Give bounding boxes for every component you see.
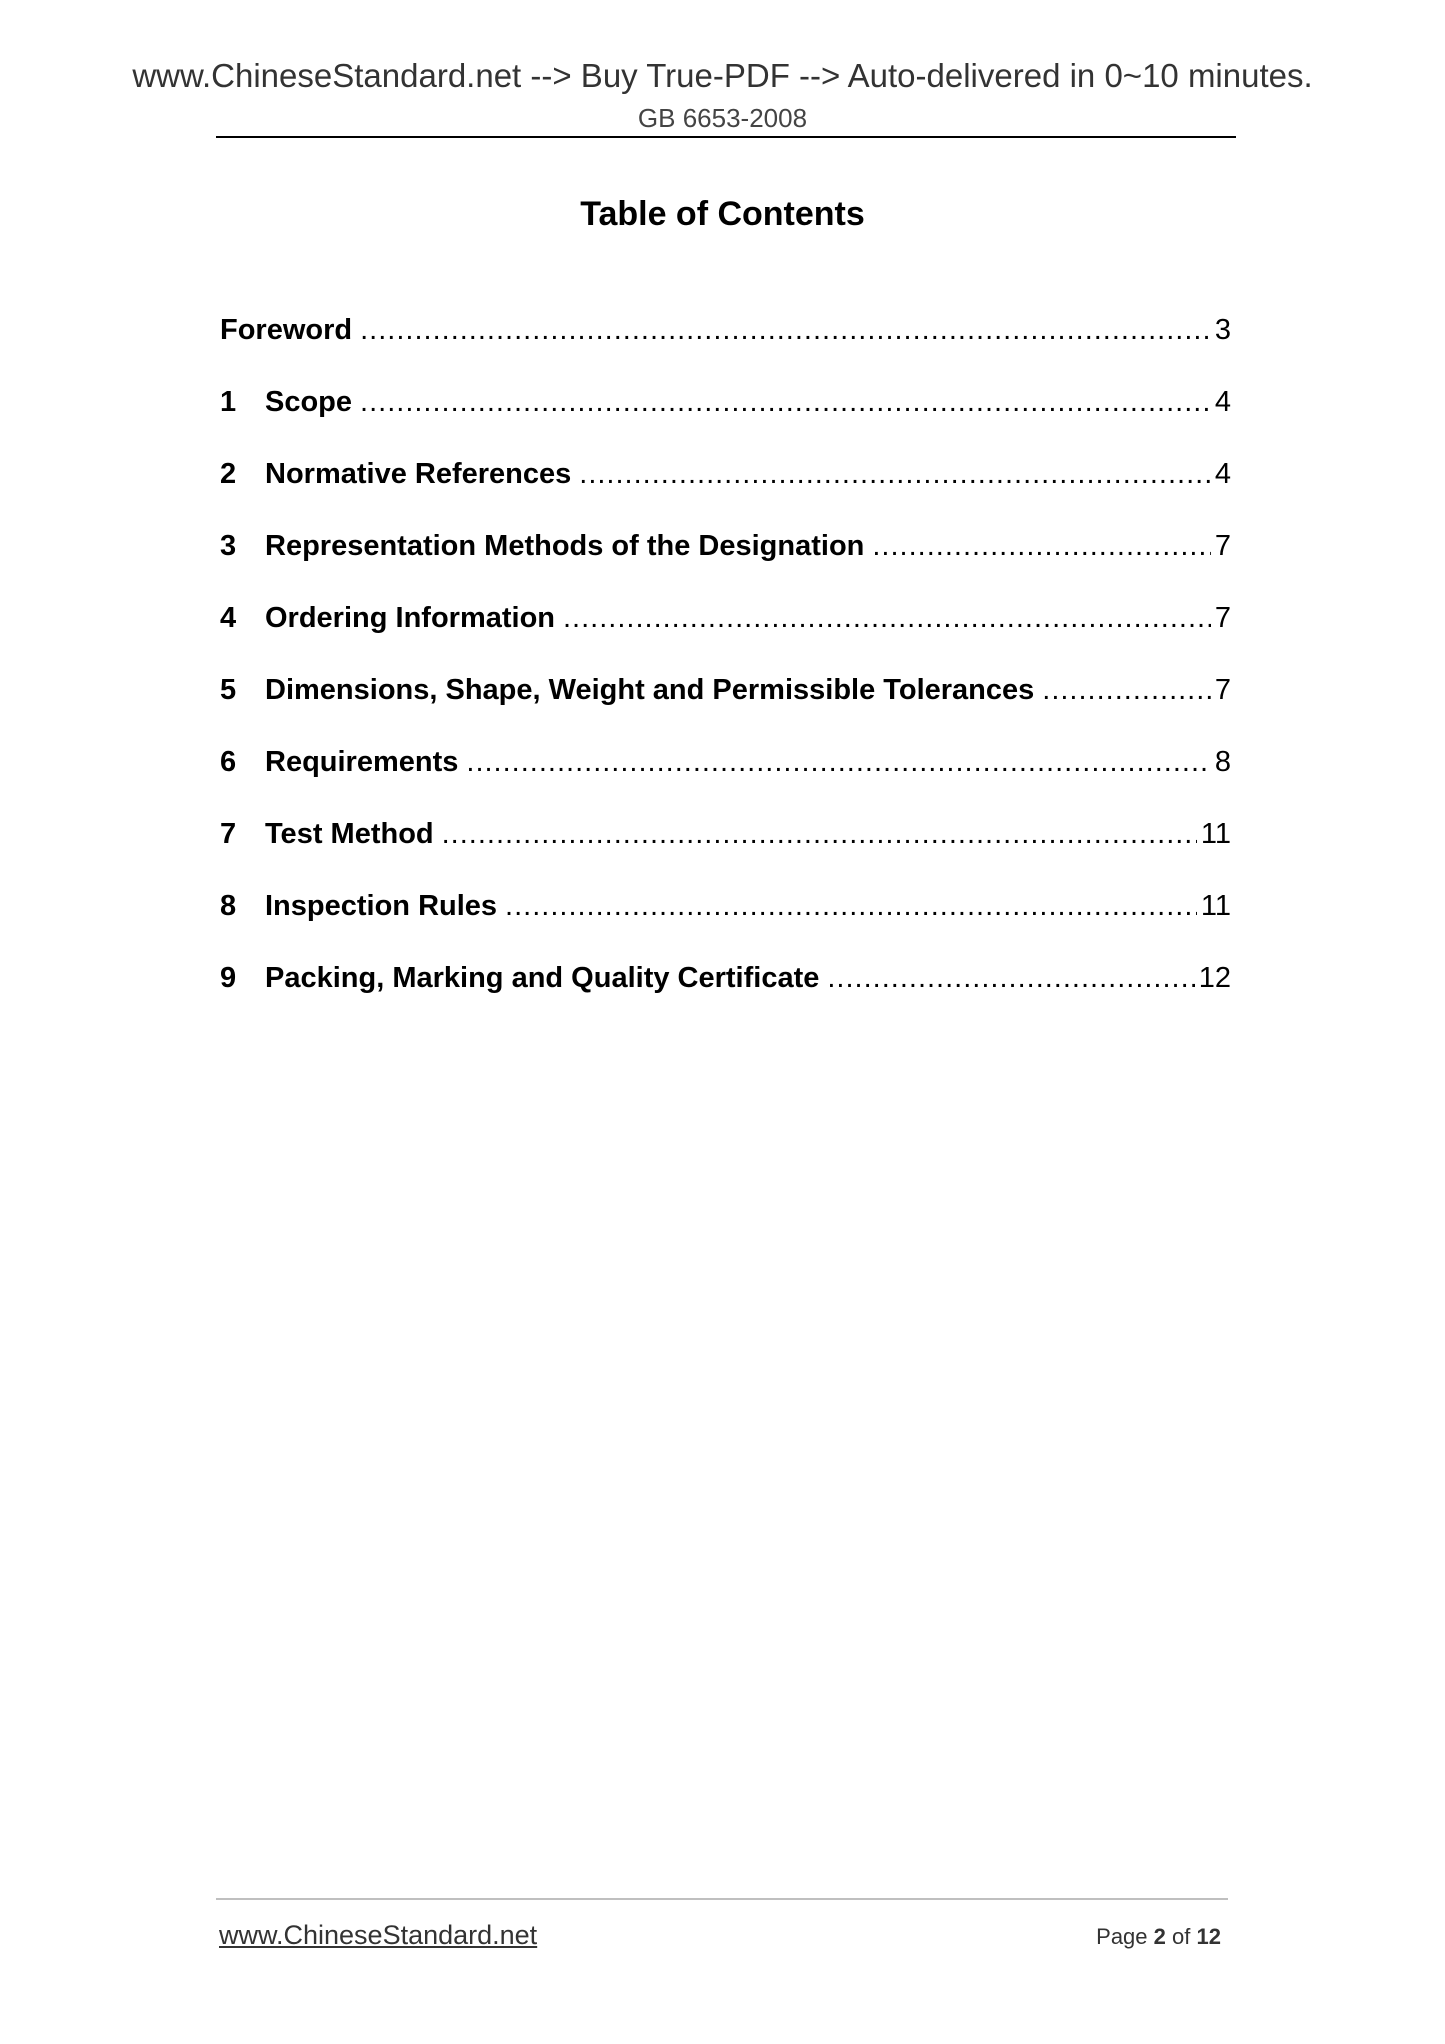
toc-entry-scope[interactable] xyxy=(220,382,1231,454)
toc-entry-label: Foreword xyxy=(220,314,353,346)
of-word: of xyxy=(1172,1924,1191,1949)
toc-entry-page: 11 xyxy=(1200,890,1231,922)
toc-leader-dots xyxy=(466,742,1210,782)
toc-leader-dots xyxy=(360,310,1211,350)
toc-entry-packing-marking[interactable] xyxy=(220,958,1231,1030)
toc-entry-page: 8 xyxy=(1214,746,1231,778)
toc-entry-page: 4 xyxy=(1214,458,1231,490)
toc-title: Table of Contents xyxy=(580,195,865,233)
toc-entry-ordering-information[interactable] xyxy=(220,598,1231,670)
page-word: Page xyxy=(1096,1924,1148,1949)
toc-entry-number: 3 xyxy=(220,530,237,562)
toc-leader-dots xyxy=(505,886,1197,926)
toc-entry-number: 9 xyxy=(220,962,237,994)
toc-entry-number: 4 xyxy=(220,602,237,634)
toc-entry-label: Inspection Rules xyxy=(265,890,498,922)
current-page-number: 2 xyxy=(1153,1924,1166,1949)
header-divider xyxy=(216,136,1236,138)
toc-list xyxy=(220,310,1231,1030)
toc-entry-page: 7 xyxy=(1214,530,1231,562)
toc-entry-inspection-rules[interactable] xyxy=(220,886,1231,958)
toc-entry-number: 8 xyxy=(220,890,237,922)
toc-entry-number: 7 xyxy=(220,818,237,850)
toc-leader-dots xyxy=(563,598,1211,638)
toc-entry-label: Ordering Information xyxy=(265,602,555,634)
toc-entry-normative-references[interactable] xyxy=(220,454,1231,526)
toc-entry-number: 5 xyxy=(220,674,237,706)
toc-leader-dots xyxy=(1042,670,1211,710)
toc-entry-page: 7 xyxy=(1214,602,1231,634)
toc-entry-label: Packing, Marking and Quality Certificate xyxy=(265,962,820,994)
toc-entry-test-method[interactable] xyxy=(220,814,1231,886)
page-indicator xyxy=(1096,1922,1221,1952)
toc-entry-page: 3 xyxy=(1214,314,1231,346)
toc-entry-requirements[interactable] xyxy=(220,742,1231,814)
toc-entry-label: Normative References xyxy=(265,458,572,490)
toc-entry-label: Scope xyxy=(265,386,353,418)
toc-entry-dimensions[interactable] xyxy=(220,670,1231,742)
toc-entry-label: Test Method xyxy=(265,818,434,850)
toc-entry-number: 6 xyxy=(220,746,237,778)
toc-entry-page: 12 xyxy=(1198,962,1231,994)
toc-entry-number: 1 xyxy=(220,386,237,418)
toc-entry-number: 2 xyxy=(220,458,237,490)
toc-leader-dots xyxy=(872,526,1210,566)
footer-site-link[interactable]: www.ChineseStandard.net xyxy=(219,1920,538,1950)
toc-leader-dots xyxy=(579,454,1211,494)
standard-code: GB 6653-2008 xyxy=(637,103,808,133)
toc-entry-label: Requirements xyxy=(265,746,459,778)
total-pages-number: 12 xyxy=(1196,1924,1221,1949)
toc-leader-dots xyxy=(360,382,1211,422)
toc-entry-page: 11 xyxy=(1200,818,1231,850)
toc-entry-page: 4 xyxy=(1214,386,1231,418)
toc-entry-label: Representation Methods of the Designation xyxy=(265,530,865,562)
header-banner: www.ChineseStandard.net --> Buy True-PDF --> Auto-delivered in 0~10 minutes. xyxy=(132,57,1313,94)
toc-entry-foreword[interactable] xyxy=(220,310,1231,382)
toc-leader-dots xyxy=(827,958,1194,998)
toc-leader-dots xyxy=(442,814,1197,854)
toc-entry-label: Dimensions, Shape, Weight and Permissible Tolerances xyxy=(265,674,1035,706)
footer-divider xyxy=(216,1898,1228,1900)
toc-entry-representation-methods[interactable] xyxy=(220,526,1231,598)
toc-entry-page: 7 xyxy=(1214,674,1231,706)
